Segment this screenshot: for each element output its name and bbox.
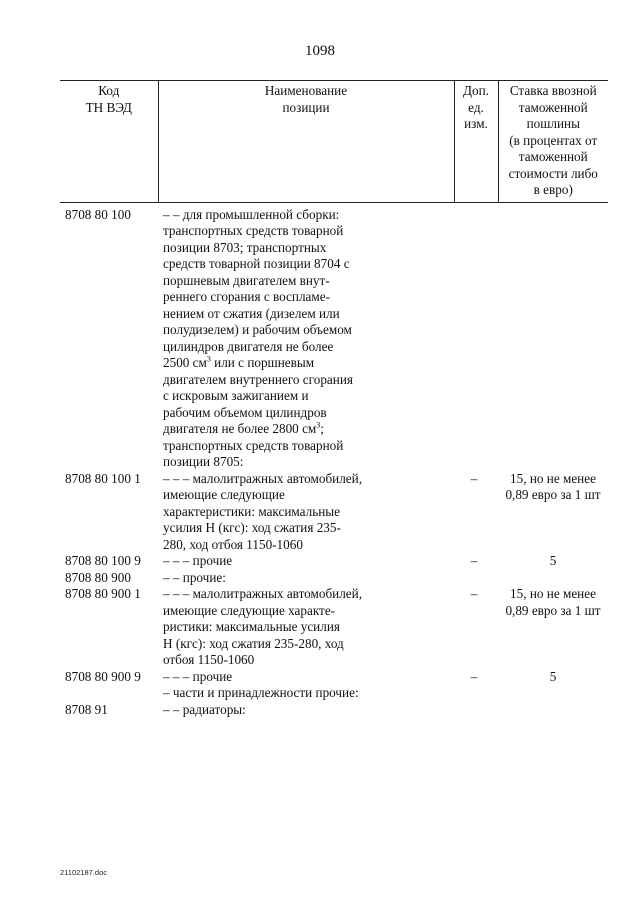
column-header-code-text: Код ТН ВЭД	[85, 83, 132, 115]
page-number: 1098	[305, 43, 335, 59]
column-header-rate	[498, 81, 608, 203]
row-name: – – – малолитражных автомобилей, имеющие следующие характе- ристики: максимальные усилия Н (кгс): ход сжатия 235-280, ход отбоя 1150-1060	[163, 586, 363, 667]
row-unit	[454, 685, 498, 702]
row-code: 8708 80 100 9	[65, 553, 141, 568]
row-code: 8708 80 100 1	[65, 470, 141, 486]
table-row	[60, 669, 608, 686]
row-unit: –	[470, 553, 478, 568]
table-body	[60, 202, 608, 718]
row-name: – – прочие:	[163, 569, 226, 585]
column-header-rate-text: Ставка ввозной таможенной пошлины (в процентах от таможенной стоимости либо в евро)	[508, 83, 598, 197]
column-header-code	[60, 81, 158, 203]
row-code: 8708 91	[65, 701, 108, 717]
row-unit	[454, 202, 498, 471]
row-code: 8708 80 900	[65, 569, 131, 585]
row-code: 8708 80 900 1	[65, 586, 141, 601]
row-rate: 15, но не менее 0,89 евро за 1 шт	[505, 470, 601, 502]
row-rate: 5	[549, 553, 557, 568]
column-header-unit	[454, 81, 498, 203]
row-unit: –	[470, 586, 478, 601]
table-row	[60, 202, 608, 471]
table-row	[60, 702, 608, 719]
row-name: – – – прочие	[163, 668, 233, 684]
table-row	[60, 685, 608, 702]
superscript: 3	[316, 420, 321, 430]
column-header-unit-text: Доп. ед. изм.	[463, 83, 489, 131]
row-code: 8708 80 900 9	[65, 668, 141, 684]
table-row	[60, 553, 608, 570]
row-rate	[498, 570, 608, 587]
table-header	[60, 81, 608, 203]
table-row	[60, 586, 608, 669]
row-unit	[454, 702, 498, 719]
row-code	[60, 685, 158, 702]
table-header-row	[60, 81, 608, 203]
row-name: – – радиаторы:	[163, 701, 246, 717]
column-header-name	[158, 81, 454, 203]
row-rate: 15, но не менее 0,89 евро за 1 шт	[505, 586, 601, 618]
superscript: 3	[206, 354, 211, 364]
row-rate: 5	[549, 668, 557, 684]
row-unit	[454, 570, 498, 587]
row-name: – – – малолитражных автомобилей, имеющие следующие характеристики: максимальные усилия Н (кгс): ход сжатия 235- 280, ход отбоя 1150-1060	[163, 470, 363, 552]
tariff-table-container	[60, 80, 601, 718]
row-name: – части и принадлежности прочие:	[163, 685, 359, 700]
row-name-text: – – для промышленной сборки: транспортных средств товарной позиции 8703; транспортных средств товарной позиции 8704 с поршневым двигателем внут- реннего сгорания с воспламе- нением от сжатия (дизелем или полудизелем) и рабочим объемом цилиндров двигателя не более 2500 см	[163, 206, 352, 370]
tariff-table	[60, 80, 608, 718]
row-name: – – – прочие	[163, 553, 233, 568]
row-unit: –	[470, 470, 478, 486]
row-rate	[498, 702, 608, 719]
column-header-name-text: Наименование позиции	[264, 83, 348, 115]
table-row	[60, 471, 608, 554]
footer-document-name: 21102187.doc	[60, 868, 107, 877]
row-code: 8708 80 100	[65, 206, 131, 222]
row-name-text: или с поршневым двигателем внутреннего сгорания с искровым зажиганием и рабочим объемом цилиндров двигателя не более 2800 см	[163, 355, 353, 436]
row-name-text: ; транспортных средств товарной позиции 8705:	[163, 421, 344, 469]
row-rate	[498, 202, 608, 471]
table-row	[60, 570, 608, 587]
row-unit: –	[470, 668, 478, 684]
row-name	[158, 202, 454, 471]
row-rate	[498, 685, 608, 702]
